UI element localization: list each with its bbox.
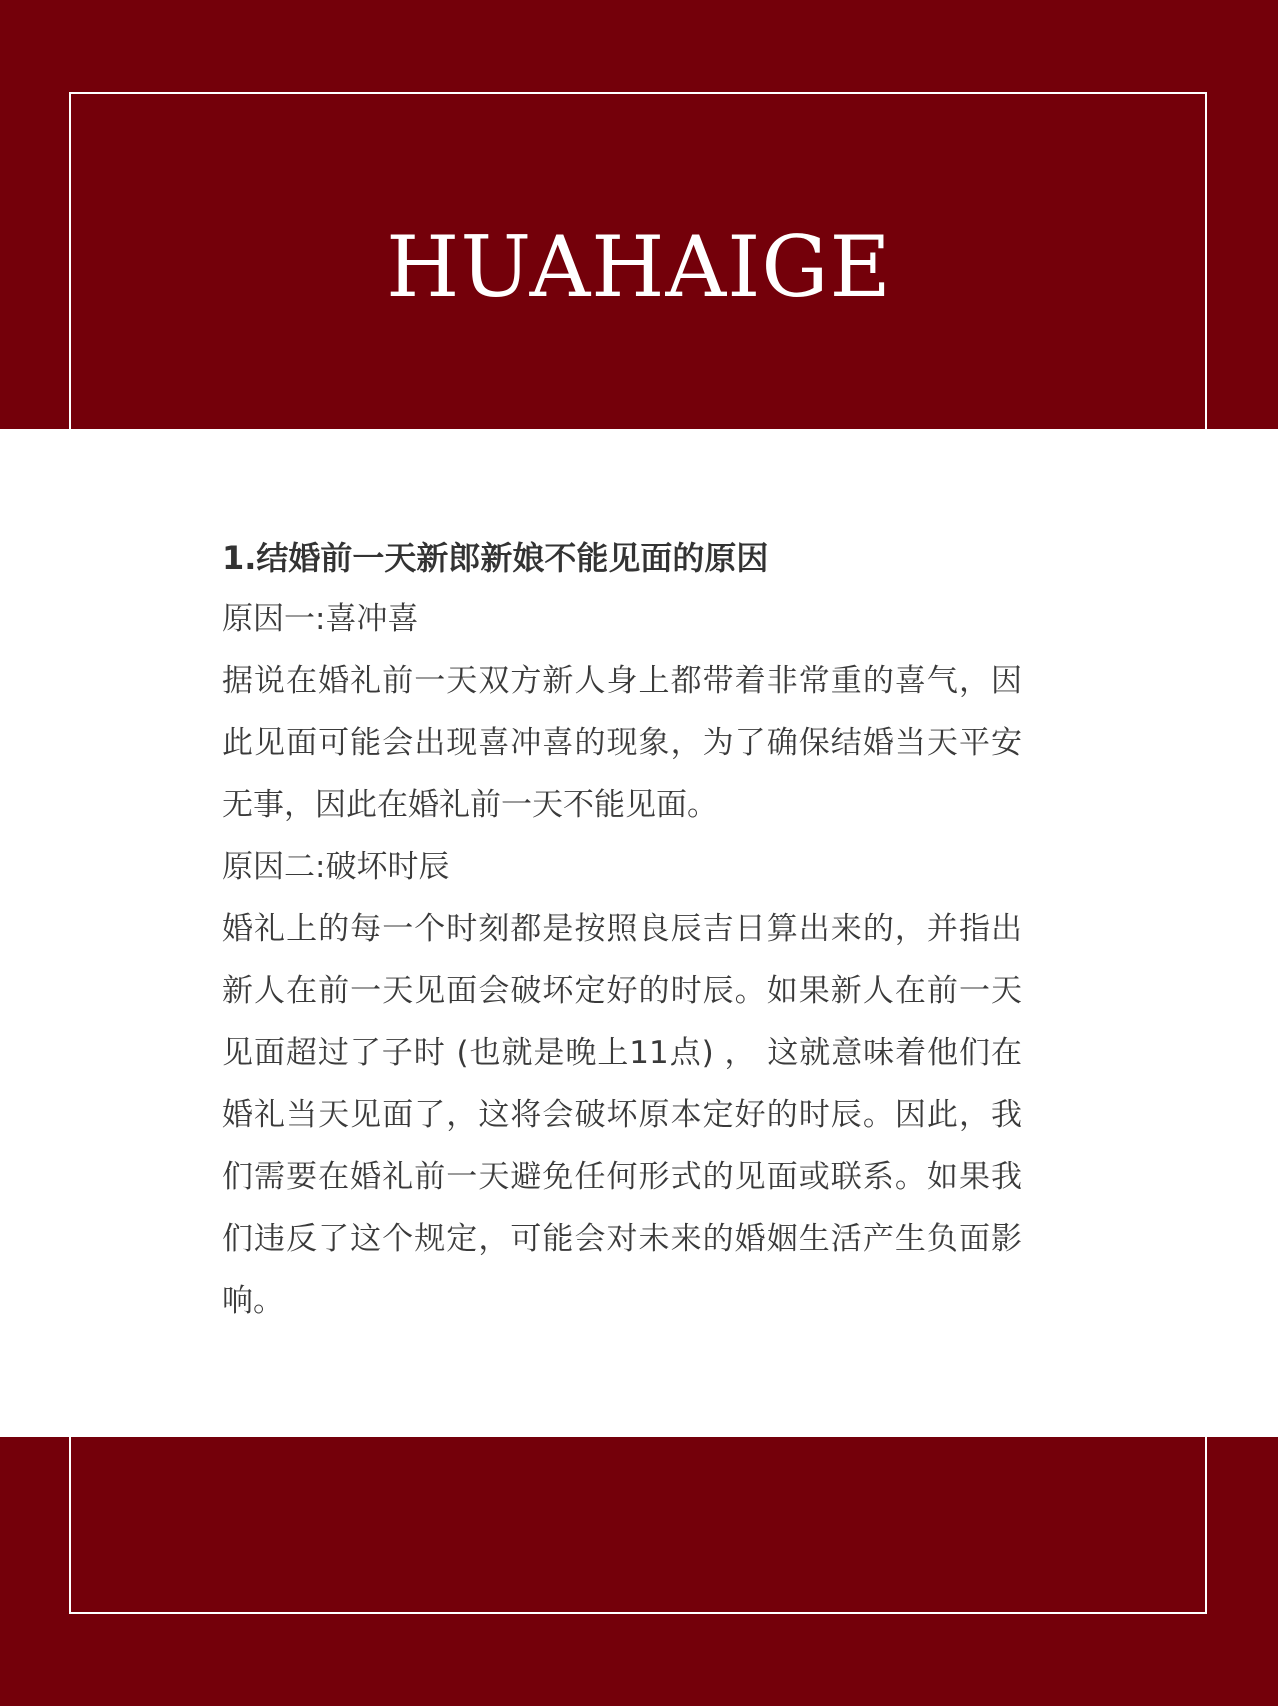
article-body (222, 528, 1022, 1332)
article-heading: 1.结婚前一天新郎新娘不能见面的原因 (222, 539, 769, 577)
reason-1-title: 原因一:喜冲喜 (222, 601, 419, 637)
reason-1-text: 据说在婚礼前一天双方新人身上都带着非常重的喜气，因此见面可能会出现喜冲喜的现象，为了确保结婚当天平安无事，因此在婚礼前一天不能见面。 (222, 663, 1022, 823)
brand-title: HUAHAIGE (386, 218, 892, 316)
reason-2-title: 原因二:破坏时辰 (222, 849, 450, 885)
reason-2-text: 婚礼上的每一个时刻都是按照良辰吉日算出来的，并指出新人在前一天见面会破坏定好的时辰。如果新人在前一天见面超过了子时 (也就是晚上11点) ， 这就意味着他们在婚礼当天见面了，这将会破坏原本定好的时辰。因此，我们需要在婚礼前一天避免任何形式的见面或联系。如果我们违反了这个规定，可能会对未来的婚姻生活产生负面影响。 (222, 911, 1022, 1319)
